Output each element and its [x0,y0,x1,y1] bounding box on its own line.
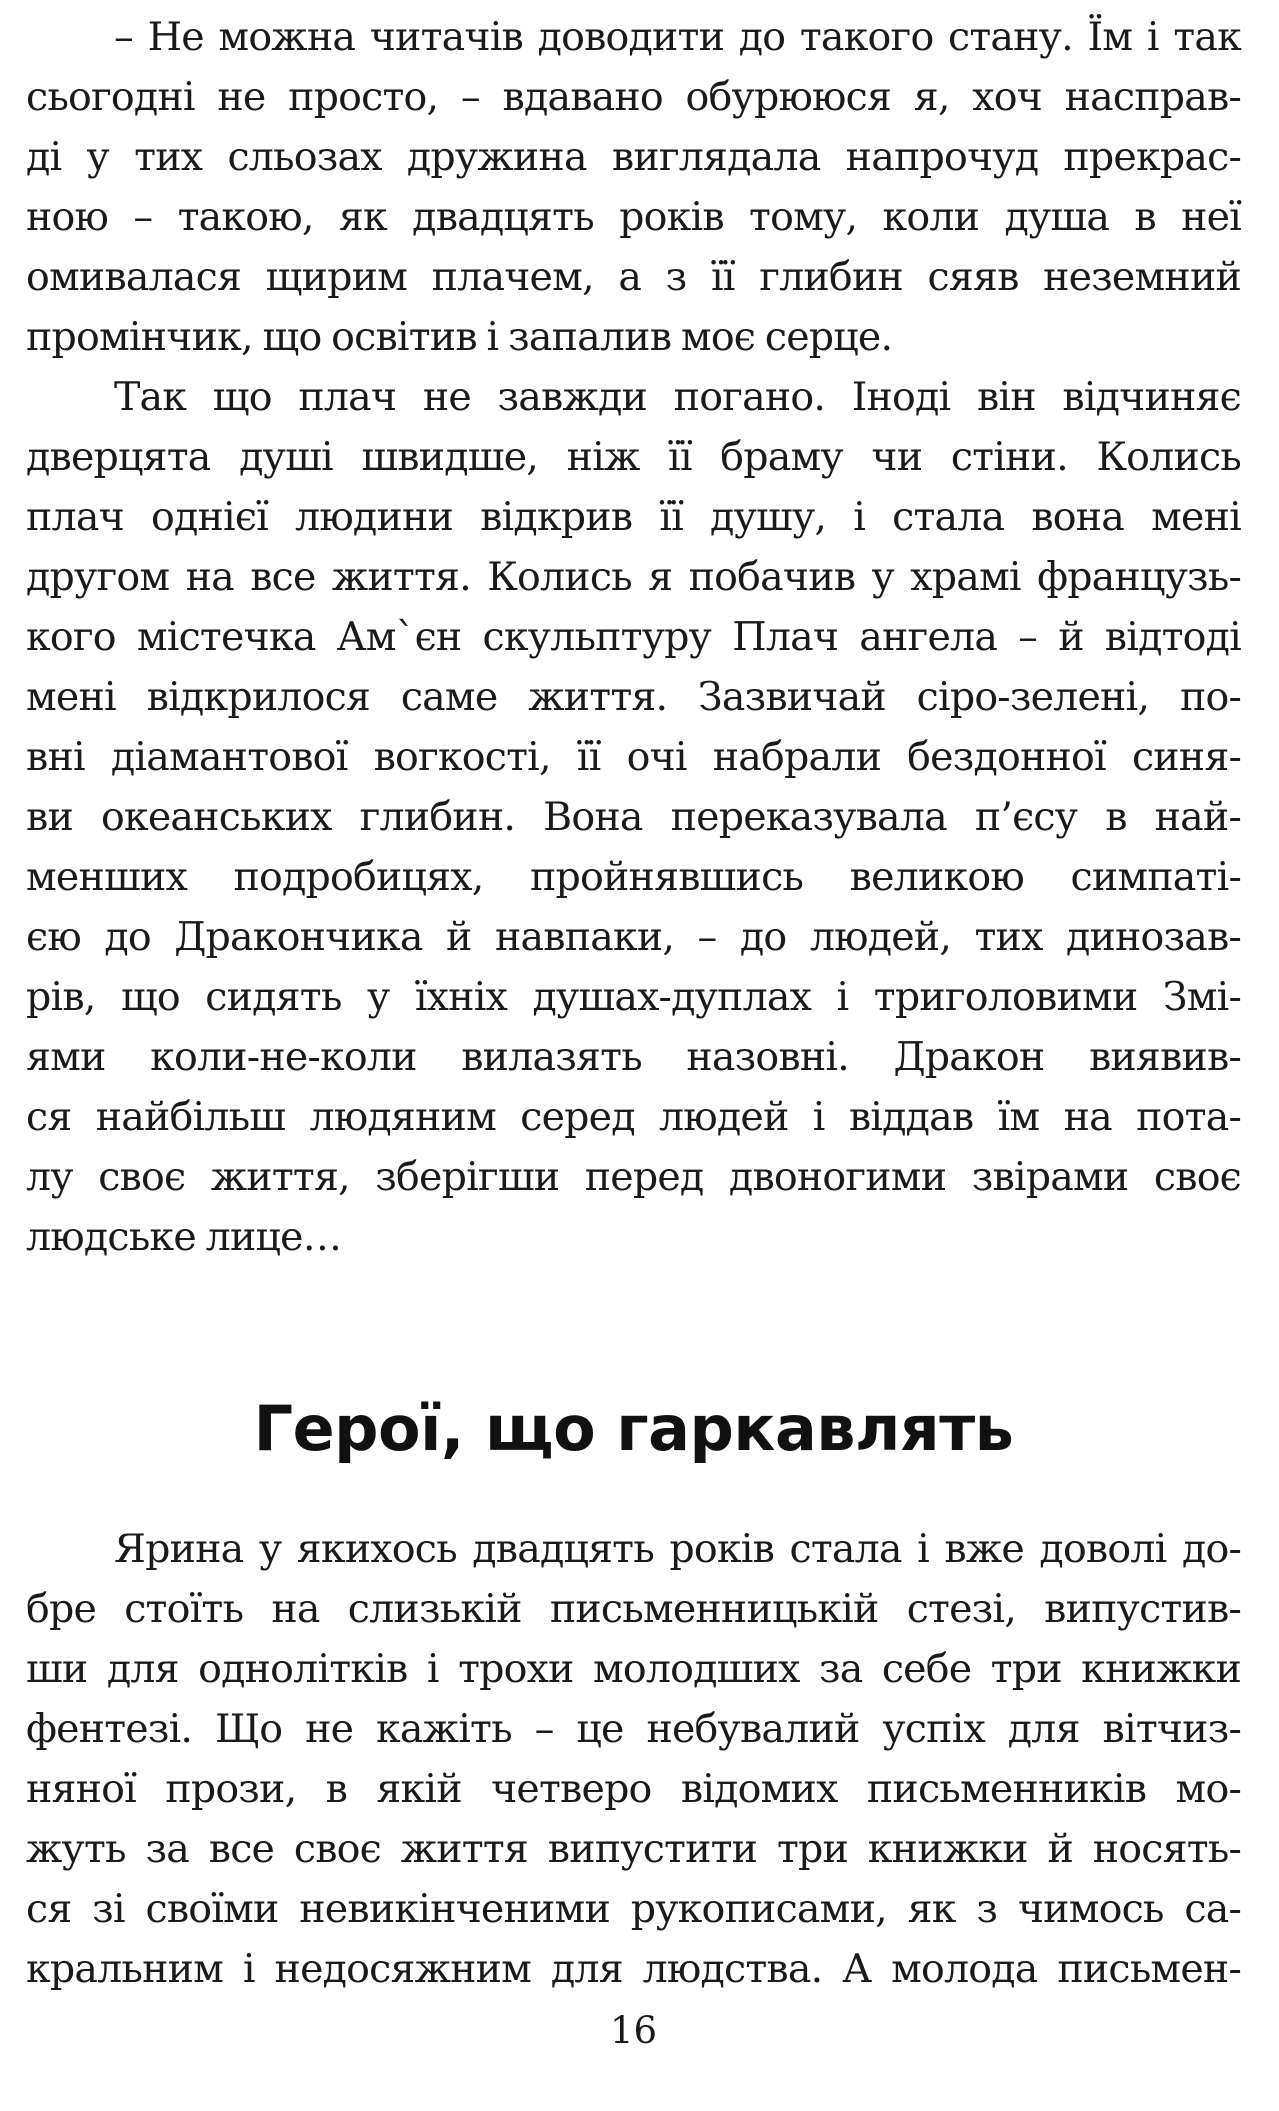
text-line: мені відкрилося саме життя. Зазвичай сіро-зелені, по- [26,674,1241,720]
text-line: плач однієї людини відкрив її душу, і стала вона мені [26,494,1241,540]
section-heading: Герої, що гаркавлять [253,1392,1014,1465]
text-line: ді у тих сльозах дружина виглядала напрочуд прекрас- [26,134,1241,180]
text-line: ями коли-не-коли вилазять назовні. Дракон виявив- [26,1034,1241,1080]
text-line: вні діамантової вогкості, її очі набрали бездонної синя- [26,734,1241,780]
text-line: сьогодні не просто, – вдавано обурююся я, хоч насправ- [26,74,1241,120]
text-line: другом на все життя. Колись я побачив у храмі французь- [26,554,1241,600]
text-line: рів, що сидять у їхніх душах-дуплах і триголовими Змі- [26,974,1241,1020]
text-line: єю до Дракончика й навпаки, – до людей, тих динозав- [26,914,1241,960]
text-line: Ярина у якихось двадцять років стала і вже доволі до- [114,1526,1241,1572]
text-line: кого містечка Ам`єн скульптуру Плач ангела – й відтоді [26,614,1241,660]
page-number: 16 [609,2009,658,2052]
text-line: ши для однолітків і трохи молодших за себе три книжки [26,1646,1241,1692]
text-line: менших подробицях, пройнявшись великою симпаті- [26,854,1241,900]
text-line: бре стоїть на слизькій письменницькій стезі, випустив- [26,1586,1241,1632]
text-line: омивалася щирим плачем, а з її глибин сяяв неземний [26,254,1241,300]
text-line: – Не можна читачів доводити до такого стану. Їм і так [114,14,1241,60]
text-line: Так що плач не завжди погано. Іноді він відчиняє [114,374,1241,420]
text-line: кральним і недосяжним для людства. А молода письмен- [26,1946,1241,1992]
text-line: ся найбільш людяним серед людей і віддав їм на пота- [26,1094,1241,1140]
text-line: ся зі своїми невикінченими рукописами, як з чимось са- [26,1886,1241,1932]
text-line: жуть за все своє життя випустити три книжки й носять- [26,1826,1241,1872]
text-line: ви океанських глибин. Вона переказувала п’єсу в най- [26,794,1241,840]
text-line: дверцята душі швидше, ніж її браму чи стіни. Колись [26,434,1241,480]
text-line: фентезі. Що не кажіть – це небувалий успіх для вітчиз- [26,1706,1241,1752]
text-line: няної прози, в якій четверо відомих письменників мо- [26,1766,1241,1812]
text-line: ною – такою, як двадцять років тому, коли душа в неї [26,194,1241,240]
text-line: людське лице… [26,1214,342,1260]
book-page [26,0,1241,2111]
text-line: лу своє життя, зберігши перед двоногими звірами своє [26,1154,1241,1200]
text-line: промінчик, що освітив і запалив моє серце. [26,314,893,360]
